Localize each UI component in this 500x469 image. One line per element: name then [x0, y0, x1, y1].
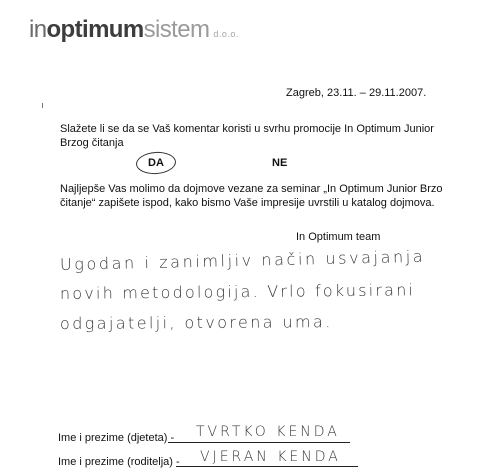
margin-mark	[42, 103, 43, 108]
option-no[interactable]: NE	[272, 157, 288, 169]
parent-name-value[interactable]: VJERAN KENDA	[200, 449, 341, 465]
logo-part-sistem: sistem	[143, 16, 210, 43]
document-date: Zagreb, 23.11. – 29.11.2007.	[286, 87, 427, 99]
team-signature: In Optimum team	[296, 231, 381, 243]
child-name-value[interactable]: TVRTKO KENDA	[196, 424, 340, 440]
handwritten-comment-line-1: Ugodan i zanimljiv način usvajanja	[59, 246, 426, 274]
consent-question-line-2: Brzog čitanja	[60, 137, 124, 149]
company-logo	[29, 18, 239, 42]
logo-suffix: d.o.o.	[213, 29, 239, 39]
parent-name-underline	[176, 466, 358, 467]
consent-question-line-1: Slažete li se da se Vaš komentar koristi u svrhu promocije In Optimum Junior	[60, 123, 434, 135]
request-line-2: čitanje“ zapišete ispod, kako bismo Vaše impresije uvrstili u katalog dojmova.	[60, 197, 435, 209]
child-name-underline	[168, 442, 350, 443]
handwritten-comment-line-2: novih metodologija. Vrlo fokusirani	[59, 280, 416, 303]
handwritten-comment-line-3: odgajatelji, otvorena uma.	[59, 312, 333, 333]
request-line-1: Najljepše Vas molimo da dojmove vezane za seminar „In Optimum Junior Brzo	[60, 183, 443, 195]
option-yes[interactable]: DA	[148, 157, 164, 169]
logo-part-optimum: optimum	[46, 16, 144, 43]
child-name-label: Ime i prezime (djeteta) -	[58, 432, 175, 444]
logo-part-in: in	[29, 16, 47, 43]
parent-name-label: Ime i prezime (roditelja) -	[58, 456, 180, 468]
